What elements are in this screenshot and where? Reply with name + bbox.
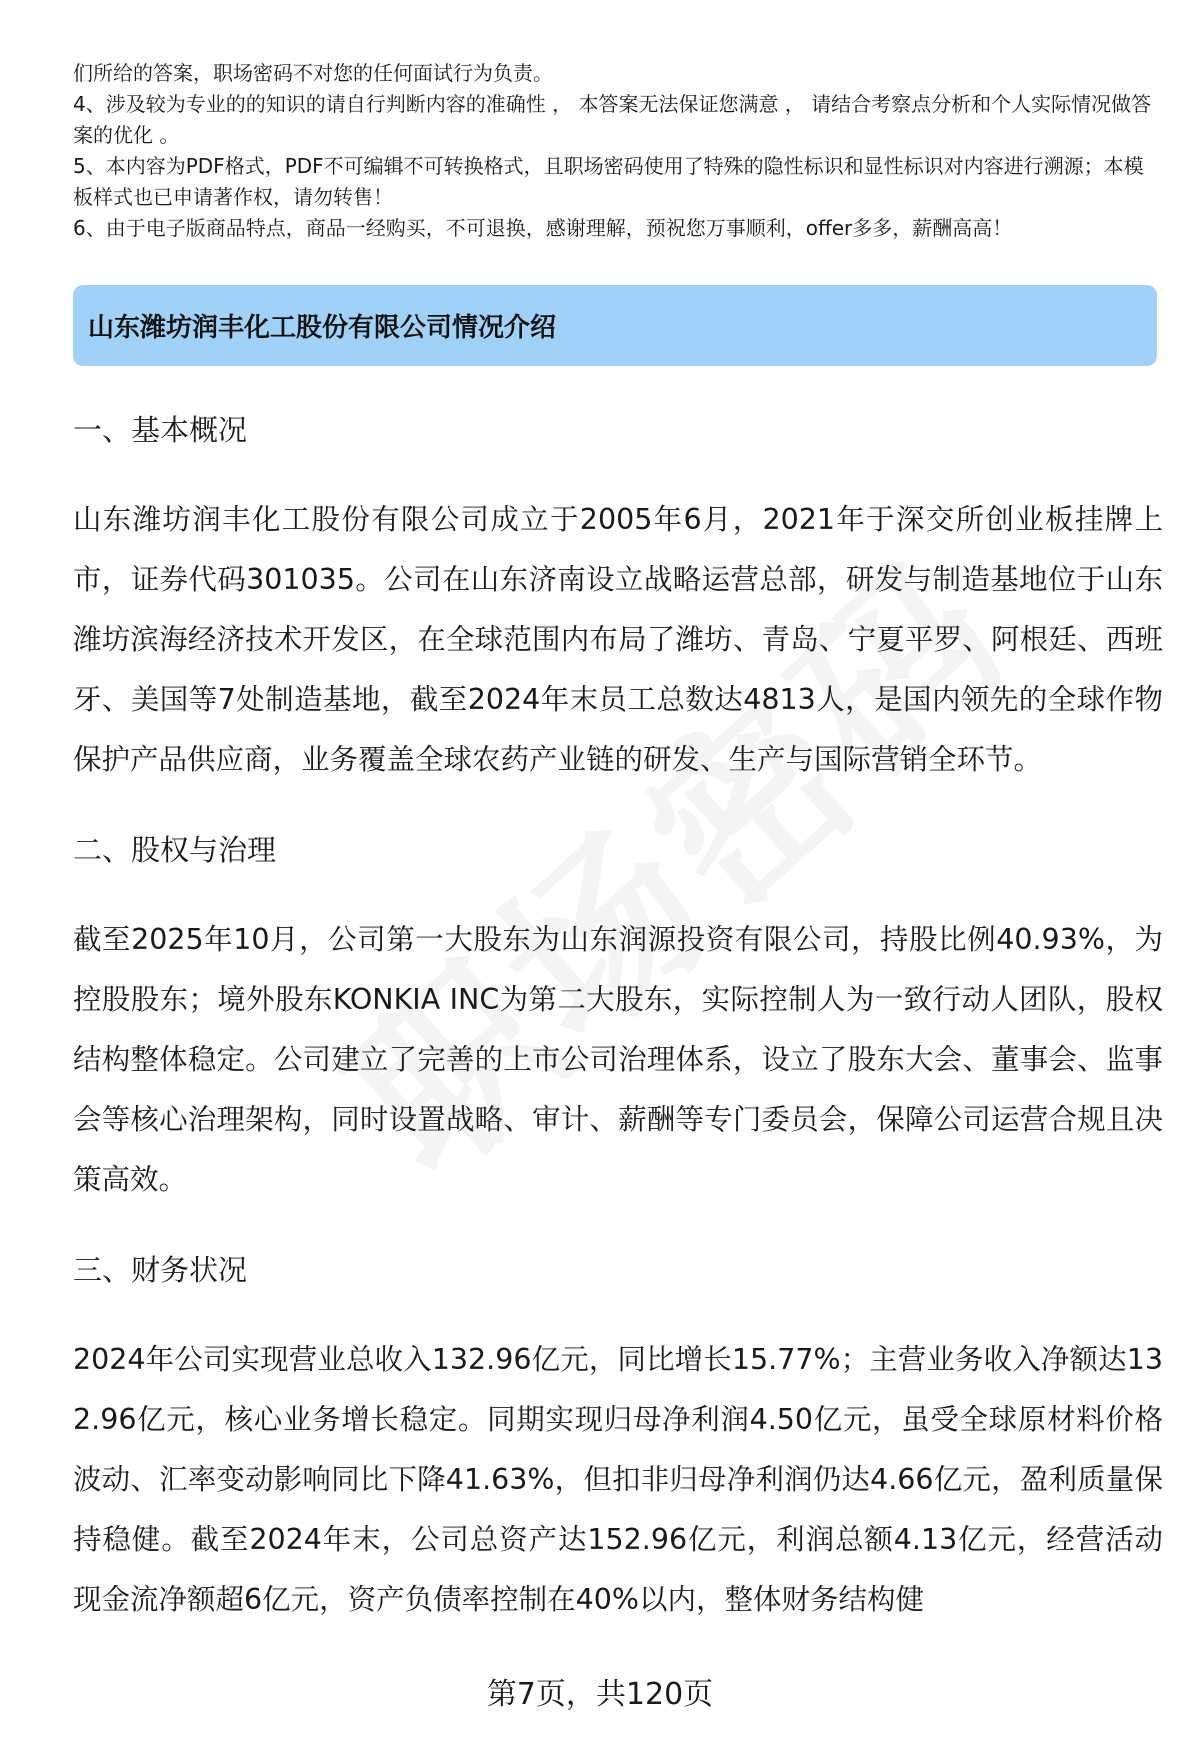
section-heading: 一、基本概况 (73, 413, 248, 447)
section-heading: 二、股权与治理 (73, 833, 277, 867)
disclaimer-notes (73, 58, 1163, 244)
banner-title: 山东潍坊润丰化工股份有限公司情况介绍 (88, 313, 557, 343)
note-line: 6、由于电子版商品特点，商品一经购买，不可退换，感谢理解，预祝您万事顺利，offer多多，薪酬高高！ (73, 216, 1013, 240)
page-number: 第7页，共120页 (486, 1677, 714, 1712)
section-body: 山东潍坊润丰化工股份有限公司成立于2005年6月，2021年于深交所创业板挂牌上市，证券代码301035。公司在山东济南设立战略运营总部，研发与制造基地位于山东潍坊滨海经济技术开发区，在全球范围内布局了潍坊、青岛、宁夏平罗、阿根廷、西班牙、美国等7处制造基地，截至2024年末员工总数达4813人，是国内领先的全球作物保护产品供应商，业务覆盖全球农药产业链的研发、生产与国际营销全环节。 (73, 503, 1163, 776)
section-body: 2024年公司实现营业总收入132.96亿元，同比增长15.77%；主营业务收入净额达132.96亿元，核心业务增长稳定。同期实现归母净利润4.50亿元，虽受全球原材料价格波动、汇率变动影响同比下降41.63%，但扣非归母净利润仍达4.66亿元，盈利质量保持稳健。截至2024年末，公司总资产达152.96亿元，利润总额4.13亿元，经营活动现金流净额超6亿元，资产负债率控制在40%以内，整体财务结构健 (73, 1343, 1163, 1616)
title-banner (73, 285, 1157, 366)
note-line: 们所给的答案，职场密码不对您的任何面试行为负责。 (73, 61, 553, 85)
section-heading: 三、财务状况 (73, 1253, 248, 1287)
note-line: 4、涉及较为专业的的知识的请自行判断内容的准确性 ， 本答案无法保证您满意 ， 请结合考察点分析和个人实际情况做答案的优化 。 (73, 92, 1152, 147)
main-content (73, 400, 1163, 1630)
note-line: 5、本内容为PDF格式，PDF不可编辑不可转换格式，且职场密码使用了特殊的隐性标识和显性标识对内容进行溯源；本模板样式也已申请著作权，请勿转售！ (73, 154, 1144, 209)
section-body: 截至2025年10月，公司第一大股东为山东润源投资有限公司，持股比例40.93%，为控股股东；境外股东KONKIA INC为第二大股东，实际控制人为一致行动人团队，股权结构整体稳定。公司建立了完善的上市公司治理体系，设立了股东大会、董事会、监事会等核心治理架构，同时设置战略、审计、薪酬等专门委员会，保障公司运营合规且决策高效。 (73, 923, 1163, 1196)
